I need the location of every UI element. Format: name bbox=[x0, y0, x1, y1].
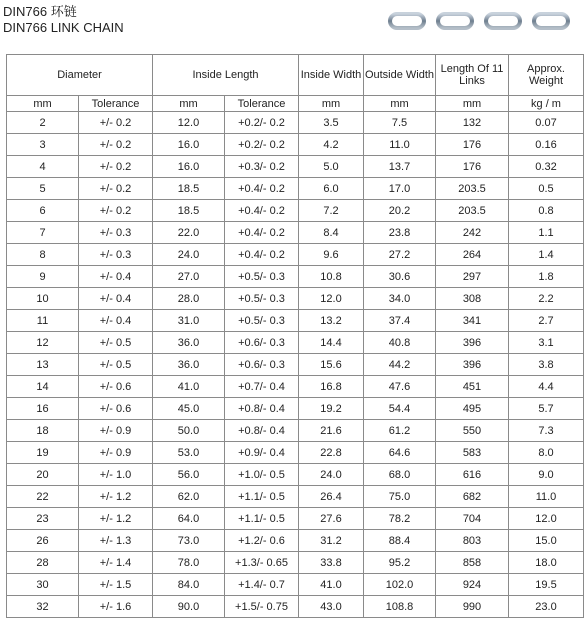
inside-width-cell: 3.5 bbox=[299, 112, 364, 134]
weight-cell: 1.8 bbox=[509, 266, 584, 288]
diameter-cell: 8 bbox=[7, 244, 79, 266]
inside-width-cell: 8.4 bbox=[299, 222, 364, 244]
inside-width-cell: 33.8 bbox=[299, 552, 364, 574]
table-row bbox=[7, 486, 584, 508]
weight-cell: 1.1 bbox=[509, 222, 584, 244]
diameter-tolerance-cell: +/- 1.0 bbox=[79, 464, 153, 486]
inside-length-cell: 45.0 bbox=[153, 398, 225, 420]
unit-cell: mm bbox=[299, 96, 364, 112]
table-row bbox=[7, 398, 584, 420]
header-approx-weight: Approx. Weight bbox=[509, 55, 584, 96]
table-row bbox=[7, 222, 584, 244]
inside-width-cell: 41.0 bbox=[299, 574, 364, 596]
inside-length-cell: 24.0 bbox=[153, 244, 225, 266]
weight-cell: 0.07 bbox=[509, 112, 584, 134]
table-units-row bbox=[7, 96, 584, 112]
diameter-tolerance-cell: +/- 1.3 bbox=[79, 530, 153, 552]
inside-length-tolerance-cell: +1.1/- 0.5 bbox=[225, 508, 299, 530]
diameter-tolerance-cell: +/- 0.2 bbox=[79, 112, 153, 134]
outside-width-cell: 78.2 bbox=[364, 508, 436, 530]
diameter-tolerance-cell: +/- 0.5 bbox=[79, 354, 153, 376]
outside-width-cell: 102.0 bbox=[364, 574, 436, 596]
inside-length-cell: 31.0 bbox=[153, 310, 225, 332]
length-11-links-cell: 203.5 bbox=[436, 178, 509, 200]
weight-cell: 0.8 bbox=[509, 200, 584, 222]
diameter-cell: 22 bbox=[7, 486, 79, 508]
outside-width-cell: 7.5 bbox=[364, 112, 436, 134]
table-row bbox=[7, 134, 584, 156]
title-en: DIN766 LINK CHAIN bbox=[3, 20, 124, 35]
length-11-links-cell: 550 bbox=[436, 420, 509, 442]
weight-cell: 2.2 bbox=[509, 288, 584, 310]
diameter-tolerance-cell: +/- 0.5 bbox=[79, 332, 153, 354]
diameter-tolerance-cell: +/- 0.2 bbox=[79, 156, 153, 178]
inside-width-cell: 10.8 bbox=[299, 266, 364, 288]
diameter-cell: 5 bbox=[7, 178, 79, 200]
diameter-cell: 13 bbox=[7, 354, 79, 376]
diameter-cell: 16 bbox=[7, 398, 79, 420]
inside-width-cell: 6.0 bbox=[299, 178, 364, 200]
table-row bbox=[7, 464, 584, 486]
length-11-links-cell: 990 bbox=[436, 596, 509, 618]
weight-cell: 11.0 bbox=[509, 486, 584, 508]
table-row bbox=[7, 354, 584, 376]
weight-cell: 1.4 bbox=[509, 244, 584, 266]
weight-cell: 9.0 bbox=[509, 464, 584, 486]
outside-width-cell: 40.8 bbox=[364, 332, 436, 354]
inside-length-tolerance-cell: +1.1/- 0.5 bbox=[225, 486, 299, 508]
inside-length-tolerance-cell: +0.8/- 0.4 bbox=[225, 420, 299, 442]
length-11-links-cell: 451 bbox=[436, 376, 509, 398]
unit-cell: mm bbox=[153, 96, 225, 112]
inside-width-cell: 22.8 bbox=[299, 442, 364, 464]
inside-length-cell: 16.0 bbox=[153, 156, 225, 178]
outside-width-cell: 20.2 bbox=[364, 200, 436, 222]
length-11-links-cell: 495 bbox=[436, 398, 509, 420]
inside-length-tolerance-cell: +0.4/- 0.2 bbox=[225, 222, 299, 244]
title-cn: DIN766 环链 bbox=[3, 4, 77, 19]
diameter-tolerance-cell: +/- 0.9 bbox=[79, 420, 153, 442]
diameter-cell: 6 bbox=[7, 200, 79, 222]
inside-length-tolerance-cell: +0.6/- 0.3 bbox=[225, 332, 299, 354]
inside-width-cell: 19.2 bbox=[299, 398, 364, 420]
inside-width-cell: 16.8 bbox=[299, 376, 364, 398]
header-outside-width: Outside Width bbox=[364, 55, 436, 96]
inside-length-cell: 27.0 bbox=[153, 266, 225, 288]
weight-cell: 4.4 bbox=[509, 376, 584, 398]
table-row bbox=[7, 156, 584, 178]
diameter-tolerance-cell: +/- 0.2 bbox=[79, 178, 153, 200]
outside-width-cell: 44.2 bbox=[364, 354, 436, 376]
table-row bbox=[7, 288, 584, 310]
inside-width-cell: 12.0 bbox=[299, 288, 364, 310]
weight-cell: 3.1 bbox=[509, 332, 584, 354]
inside-width-cell: 21.6 bbox=[299, 420, 364, 442]
length-11-links-cell: 203.5 bbox=[436, 200, 509, 222]
table-row bbox=[7, 530, 584, 552]
inside-length-cell: 18.5 bbox=[153, 200, 225, 222]
inside-length-cell: 64.0 bbox=[153, 508, 225, 530]
diameter-tolerance-cell: +/- 0.6 bbox=[79, 376, 153, 398]
outside-width-cell: 23.8 bbox=[364, 222, 436, 244]
length-11-links-cell: 803 bbox=[436, 530, 509, 552]
inside-length-cell: 36.0 bbox=[153, 332, 225, 354]
chain-links-icon bbox=[388, 8, 582, 34]
outside-width-cell: 108.8 bbox=[364, 596, 436, 618]
inside-length-cell: 41.0 bbox=[153, 376, 225, 398]
length-11-links-cell: 396 bbox=[436, 354, 509, 376]
table-header-row bbox=[7, 55, 584, 96]
inside-length-cell: 78.0 bbox=[153, 552, 225, 574]
inside-width-cell: 43.0 bbox=[299, 596, 364, 618]
inside-length-tolerance-cell: +1.5/- 0.75 bbox=[225, 596, 299, 618]
unit-cell: mm bbox=[364, 96, 436, 112]
outside-width-cell: 27.2 bbox=[364, 244, 436, 266]
weight-cell: 12.0 bbox=[509, 508, 584, 530]
length-11-links-cell: 396 bbox=[436, 332, 509, 354]
inside-length-tolerance-cell: +0.8/- 0.4 bbox=[225, 398, 299, 420]
table-row bbox=[7, 552, 584, 574]
diameter-tolerance-cell: +/- 1.2 bbox=[79, 508, 153, 530]
outside-width-cell: 75.0 bbox=[364, 486, 436, 508]
inside-width-cell: 9.6 bbox=[299, 244, 364, 266]
inside-length-cell: 12.0 bbox=[153, 112, 225, 134]
length-11-links-cell: 264 bbox=[436, 244, 509, 266]
diameter-tolerance-cell: +/- 1.6 bbox=[79, 596, 153, 618]
length-11-links-cell: 242 bbox=[436, 222, 509, 244]
table-row bbox=[7, 244, 584, 266]
inside-length-tolerance-cell: +1.2/- 0.6 bbox=[225, 530, 299, 552]
inside-width-cell: 14.4 bbox=[299, 332, 364, 354]
diameter-cell: 23 bbox=[7, 508, 79, 530]
inside-length-tolerance-cell: +1.4/- 0.7 bbox=[225, 574, 299, 596]
length-11-links-cell: 308 bbox=[436, 288, 509, 310]
diameter-cell: 10 bbox=[7, 288, 79, 310]
header-diameter: Diameter bbox=[7, 55, 153, 96]
length-11-links-cell: 341 bbox=[436, 310, 509, 332]
diameter-cell: 12 bbox=[7, 332, 79, 354]
inside-width-cell: 13.2 bbox=[299, 310, 364, 332]
inside-length-tolerance-cell: +0.5/- 0.3 bbox=[225, 266, 299, 288]
weight-cell: 18.0 bbox=[509, 552, 584, 574]
outside-width-cell: 54.4 bbox=[364, 398, 436, 420]
inside-length-cell: 36.0 bbox=[153, 354, 225, 376]
diameter-cell: 32 bbox=[7, 596, 79, 618]
diameter-cell: 14 bbox=[7, 376, 79, 398]
outside-width-cell: 68.0 bbox=[364, 464, 436, 486]
diameter-tolerance-cell: +/- 0.6 bbox=[79, 398, 153, 420]
inside-length-cell: 84.0 bbox=[153, 574, 225, 596]
diameter-tolerance-cell: +/- 0.3 bbox=[79, 244, 153, 266]
diameter-cell: 20 bbox=[7, 464, 79, 486]
inside-length-tolerance-cell: +0.9/- 0.4 bbox=[225, 442, 299, 464]
table-row bbox=[7, 442, 584, 464]
diameter-cell: 9 bbox=[7, 266, 79, 288]
outside-width-cell: 47.6 bbox=[364, 376, 436, 398]
inside-length-tolerance-cell: +0.7/- 0.4 bbox=[225, 376, 299, 398]
diameter-tolerance-cell: +/- 0.4 bbox=[79, 266, 153, 288]
diameter-tolerance-cell: +/- 0.2 bbox=[79, 200, 153, 222]
inside-length-tolerance-cell: +1.0/- 0.5 bbox=[225, 464, 299, 486]
weight-cell: 3.8 bbox=[509, 354, 584, 376]
chain-spec-table bbox=[6, 54, 584, 618]
weight-cell: 5.7 bbox=[509, 398, 584, 420]
weight-cell: 0.16 bbox=[509, 134, 584, 156]
weight-cell: 23.0 bbox=[509, 596, 584, 618]
diameter-cell: 30 bbox=[7, 574, 79, 596]
length-11-links-cell: 176 bbox=[436, 134, 509, 156]
diameter-cell: 7 bbox=[7, 222, 79, 244]
inside-length-tolerance-cell: +0.4/- 0.2 bbox=[225, 200, 299, 222]
outside-width-cell: 95.2 bbox=[364, 552, 436, 574]
table-row bbox=[7, 310, 584, 332]
inside-length-cell: 22.0 bbox=[153, 222, 225, 244]
inside-width-cell: 26.4 bbox=[299, 486, 364, 508]
table-row bbox=[7, 420, 584, 442]
length-11-links-cell: 583 bbox=[436, 442, 509, 464]
inside-length-cell: 73.0 bbox=[153, 530, 225, 552]
length-11-links-cell: 858 bbox=[436, 552, 509, 574]
outside-width-cell: 13.7 bbox=[364, 156, 436, 178]
length-11-links-cell: 704 bbox=[436, 508, 509, 530]
inside-length-tolerance-cell: +0.4/- 0.2 bbox=[225, 244, 299, 266]
weight-cell: 15.0 bbox=[509, 530, 584, 552]
outside-width-cell: 37.4 bbox=[364, 310, 436, 332]
weight-cell: 8.0 bbox=[509, 442, 584, 464]
diameter-tolerance-cell: +/- 0.4 bbox=[79, 310, 153, 332]
inside-length-cell: 62.0 bbox=[153, 486, 225, 508]
unit-cell: mm bbox=[436, 96, 509, 112]
table-row bbox=[7, 376, 584, 398]
table-row bbox=[7, 112, 584, 134]
diameter-tolerance-cell: +/- 1.5 bbox=[79, 574, 153, 596]
table-row bbox=[7, 200, 584, 222]
weight-cell: 19.5 bbox=[509, 574, 584, 596]
inside-width-cell: 15.6 bbox=[299, 354, 364, 376]
inside-length-cell: 16.0 bbox=[153, 134, 225, 156]
diameter-cell: 3 bbox=[7, 134, 79, 156]
outside-width-cell: 88.4 bbox=[364, 530, 436, 552]
table-row bbox=[7, 178, 584, 200]
inside-width-cell: 24.0 bbox=[299, 464, 364, 486]
length-11-links-cell: 132 bbox=[436, 112, 509, 134]
unit-cell: Tolerance bbox=[225, 96, 299, 112]
header-inside-length: Inside Length bbox=[153, 55, 299, 96]
inside-length-cell: 53.0 bbox=[153, 442, 225, 464]
inside-width-cell: 31.2 bbox=[299, 530, 364, 552]
diameter-tolerance-cell: +/- 1.4 bbox=[79, 552, 153, 574]
unit-cell: mm bbox=[7, 96, 79, 112]
unit-cell: kg / m bbox=[509, 96, 584, 112]
diameter-tolerance-cell: +/- 0.4 bbox=[79, 288, 153, 310]
weight-cell: 2.7 bbox=[509, 310, 584, 332]
header-inside-width: Inside Width bbox=[299, 55, 364, 96]
inside-length-tolerance-cell: +0.3/- 0.2 bbox=[225, 156, 299, 178]
inside-width-cell: 7.2 bbox=[299, 200, 364, 222]
inside-length-tolerance-cell: +1.3/- 0.65 bbox=[225, 552, 299, 574]
length-11-links-cell: 616 bbox=[436, 464, 509, 486]
inside-length-cell: 56.0 bbox=[153, 464, 225, 486]
diameter-cell: 4 bbox=[7, 156, 79, 178]
diameter-tolerance-cell: +/- 0.3 bbox=[79, 222, 153, 244]
table-row bbox=[7, 596, 584, 618]
diameter-cell: 2 bbox=[7, 112, 79, 134]
length-11-links-cell: 682 bbox=[436, 486, 509, 508]
outside-width-cell: 11.0 bbox=[364, 134, 436, 156]
outside-width-cell: 61.2 bbox=[364, 420, 436, 442]
header-length-11-links: Length Of 11 Links bbox=[436, 55, 509, 96]
inside-length-tolerance-cell: +0.2/- 0.2 bbox=[225, 134, 299, 156]
weight-cell: 7.3 bbox=[509, 420, 584, 442]
outside-width-cell: 64.6 bbox=[364, 442, 436, 464]
inside-length-tolerance-cell: +0.4/- 0.2 bbox=[225, 178, 299, 200]
diameter-tolerance-cell: +/- 0.2 bbox=[79, 134, 153, 156]
inside-width-cell: 27.6 bbox=[299, 508, 364, 530]
diameter-cell: 11 bbox=[7, 310, 79, 332]
diameter-cell: 28 bbox=[7, 552, 79, 574]
diameter-cell: 19 bbox=[7, 442, 79, 464]
outside-width-cell: 34.0 bbox=[364, 288, 436, 310]
inside-length-tolerance-cell: +0.2/- 0.2 bbox=[225, 112, 299, 134]
inside-length-cell: 28.0 bbox=[153, 288, 225, 310]
length-11-links-cell: 176 bbox=[436, 156, 509, 178]
inside-width-cell: 5.0 bbox=[299, 156, 364, 178]
inside-length-tolerance-cell: +0.5/- 0.3 bbox=[225, 310, 299, 332]
diameter-tolerance-cell: +/- 0.9 bbox=[79, 442, 153, 464]
table-row bbox=[7, 266, 584, 288]
diameter-tolerance-cell: +/- 1.2 bbox=[79, 486, 153, 508]
diameter-cell: 18 bbox=[7, 420, 79, 442]
unit-cell: Tolerance bbox=[79, 96, 153, 112]
inside-length-cell: 18.5 bbox=[153, 178, 225, 200]
length-11-links-cell: 297 bbox=[436, 266, 509, 288]
table-row bbox=[7, 508, 584, 530]
table-row bbox=[7, 574, 584, 596]
length-11-links-cell: 924 bbox=[436, 574, 509, 596]
table-row bbox=[7, 332, 584, 354]
weight-cell: 0.32 bbox=[509, 156, 584, 178]
outside-width-cell: 17.0 bbox=[364, 178, 436, 200]
weight-cell: 0.5 bbox=[509, 178, 584, 200]
inside-length-tolerance-cell: +0.6/- 0.3 bbox=[225, 354, 299, 376]
inside-length-tolerance-cell: +0.5/- 0.3 bbox=[225, 288, 299, 310]
inside-length-cell: 50.0 bbox=[153, 420, 225, 442]
outside-width-cell: 30.6 bbox=[364, 266, 436, 288]
diameter-cell: 26 bbox=[7, 530, 79, 552]
table-body bbox=[7, 112, 584, 618]
inside-width-cell: 4.2 bbox=[299, 134, 364, 156]
inside-length-cell: 90.0 bbox=[153, 596, 225, 618]
